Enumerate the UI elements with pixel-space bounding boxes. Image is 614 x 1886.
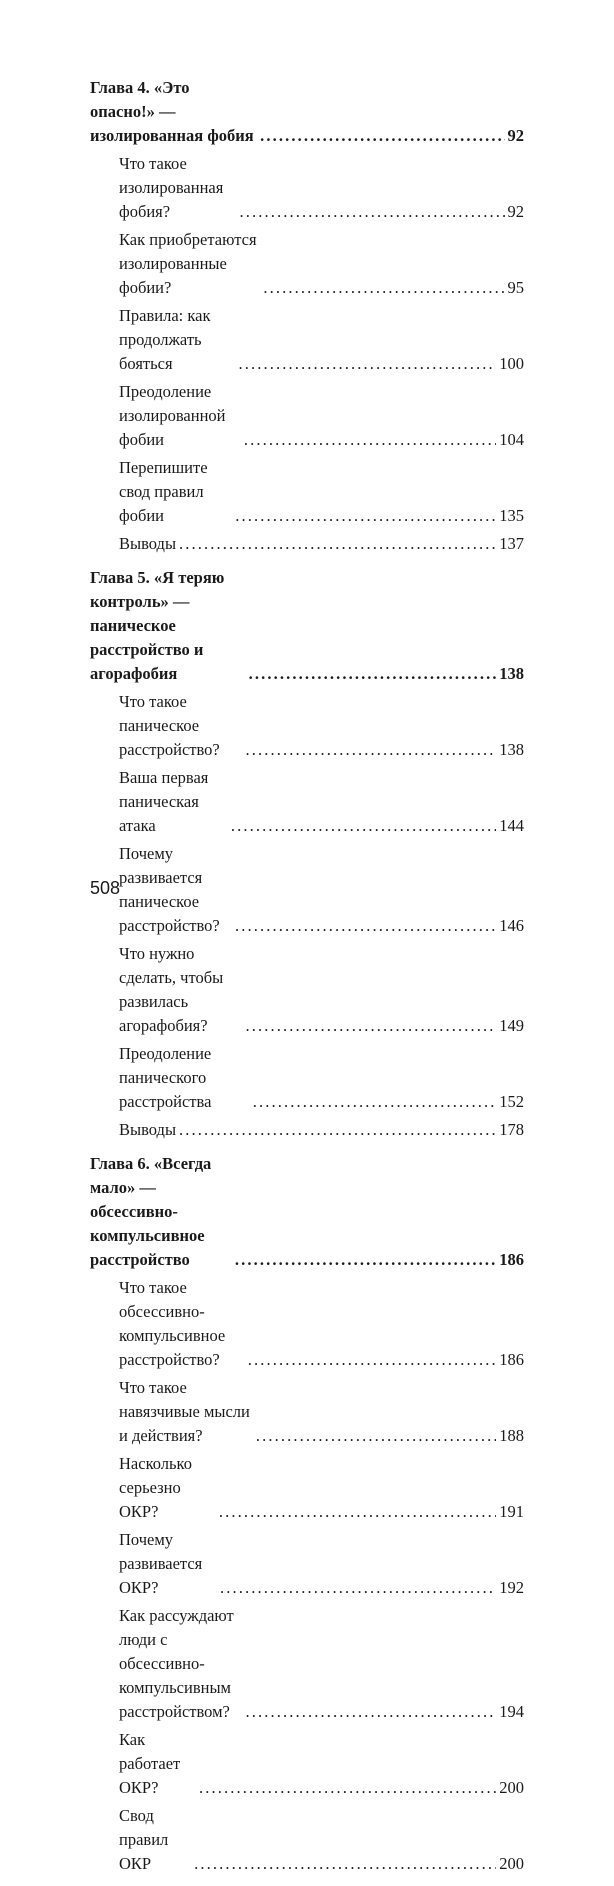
entry-title: Свод правил ОКР: [119, 1806, 169, 1873]
dot-leader: [245, 738, 496, 762]
dot-leader: [248, 1348, 497, 1372]
toc-entry: [90, 766, 524, 838]
entry-title: Преодоление изолированной фобии: [119, 382, 226, 449]
chapter-title-line: компульсивное расстройство: [90, 1226, 205, 1269]
dot-leader: [179, 532, 496, 556]
entry-title: Выводы: [119, 1120, 177, 1139]
entry-page-number: 104: [499, 430, 524, 449]
entry-title: компульсивным расстройством?: [119, 1678, 231, 1721]
entry-title: Насколько серьезно ОКР?: [119, 1454, 192, 1521]
toc-entry: [90, 1528, 524, 1600]
entry-page-number: 191: [499, 1502, 524, 1521]
dot-leader: [194, 1852, 496, 1876]
entry-page-number: 188: [499, 1426, 524, 1445]
dot-leader: [199, 1776, 496, 1800]
chapter-page-number: 186: [499, 1250, 524, 1269]
chapter-title-line: расстройство и агорафобия: [90, 640, 204, 683]
entry-title: Как рассуждают люди с обсессивно-: [119, 1606, 234, 1673]
dot-leader: [246, 1700, 497, 1724]
toc-entry: [90, 380, 524, 452]
dot-leader: [256, 1424, 496, 1448]
page-number: 508: [90, 878, 121, 898]
entry-page-number: 192: [499, 1578, 524, 1597]
dot-leader: [219, 1500, 496, 1524]
toc-entry: [90, 1118, 524, 1142]
chapter-4: [90, 76, 524, 556]
toc-entry: [90, 1276, 524, 1372]
entry-title: Что такое навязчивые мысли и действия?: [119, 1378, 250, 1445]
dot-leader: [249, 662, 497, 686]
entry-page-number: 95: [507, 278, 524, 297]
entry-title: Ваша первая паническая атака: [119, 768, 209, 835]
entry-page-number: 144: [499, 816, 524, 835]
chapter-title: [90, 566, 524, 686]
entry-title: Почему развивается ОКР?: [119, 1530, 203, 1597]
toc-entry: [90, 1376, 524, 1448]
entry-title: Что такое обсессивно-компульсивное: [119, 1278, 226, 1345]
entry-page-number: 152: [499, 1092, 524, 1111]
toc-entry: [90, 842, 524, 938]
toc-entry: [90, 532, 524, 556]
table-of-contents: [90, 76, 524, 1886]
chapter-6: [90, 1152, 524, 1876]
entry-title: Как приобретаются изолированные фобии?: [119, 230, 257, 297]
toc-entry: [90, 1042, 524, 1114]
toc-entry: [90, 1804, 524, 1876]
entry-title: Что такое паническое расстройство?: [119, 692, 220, 759]
entry-title: Как работает ОКР?: [119, 1730, 181, 1797]
dot-leader: [260, 124, 504, 148]
chapter-page-number: 92: [507, 126, 524, 145]
chapter-page-number: 138: [499, 664, 524, 683]
toc-entry: [90, 152, 524, 224]
chapter-title: [90, 1152, 524, 1272]
dot-leader: [235, 914, 496, 938]
chapter-title-line: Глава 6. «Всегда мало» — обсессивно-: [90, 1154, 212, 1221]
chapter-title: [90, 76, 524, 148]
entry-title: Перепишите свод правил фобии: [119, 458, 208, 525]
toc-entry: [90, 228, 524, 300]
entry-page-number: 92: [507, 202, 524, 221]
dot-leader: [231, 814, 496, 838]
entry-title: Правила: как продолжать бояться: [119, 306, 211, 373]
entry-page-number: 100: [499, 354, 524, 373]
entry-title: расстройство?: [119, 1350, 220, 1369]
dot-leader: [179, 1118, 496, 1142]
dot-leader: [235, 1248, 496, 1272]
entry-page-number: 146: [499, 916, 524, 935]
entry-page-number: 200: [499, 1854, 524, 1873]
entry-title: Что такое изолированная фобия?: [119, 154, 224, 221]
entry-title: агорафобия?: [119, 1016, 208, 1035]
dot-leader: [253, 1090, 497, 1114]
chapter-title-line: Глава 4. «Это опасно!» — изолированная фобия: [90, 78, 254, 145]
toc-entry: [90, 1728, 524, 1800]
dot-leader: [235, 504, 496, 528]
entry-page-number: 137: [499, 534, 524, 553]
entry-page-number: 149: [499, 1016, 524, 1035]
entry-title: Выводы: [119, 534, 177, 553]
toc-entry: [90, 1604, 524, 1724]
entry-page-number: 200: [499, 1778, 524, 1797]
entry-title: Что нужно сделать, чтобы развилась: [119, 944, 224, 1011]
entry-page-number: 186: [499, 1350, 524, 1369]
chapter-5: [90, 566, 524, 1142]
entry-title: Преодоление панического расстройства: [119, 1044, 212, 1111]
entry-title: расстройство?: [119, 916, 220, 935]
entry-page-number: 138: [499, 740, 524, 759]
entry-page-number: 178: [499, 1120, 524, 1139]
toc-entry: [90, 690, 524, 762]
entry-title: Почему развивается паническое: [119, 844, 203, 911]
dot-leader: [263, 276, 504, 300]
toc-entry: [90, 1452, 524, 1524]
dot-leader: [239, 352, 497, 376]
dot-leader: [220, 1576, 496, 1600]
dot-leader: [245, 1014, 496, 1038]
dot-leader: [240, 200, 505, 224]
toc-entry: [90, 942, 524, 1038]
entry-page-number: 135: [499, 506, 524, 525]
toc-entry: [90, 304, 524, 376]
entry-page-number: 194: [499, 1702, 524, 1721]
chapter-title-line: Глава 5. «Я теряю контроль» — паническое: [90, 568, 225, 635]
dot-leader: [244, 428, 496, 452]
toc-entry: [90, 456, 524, 528]
